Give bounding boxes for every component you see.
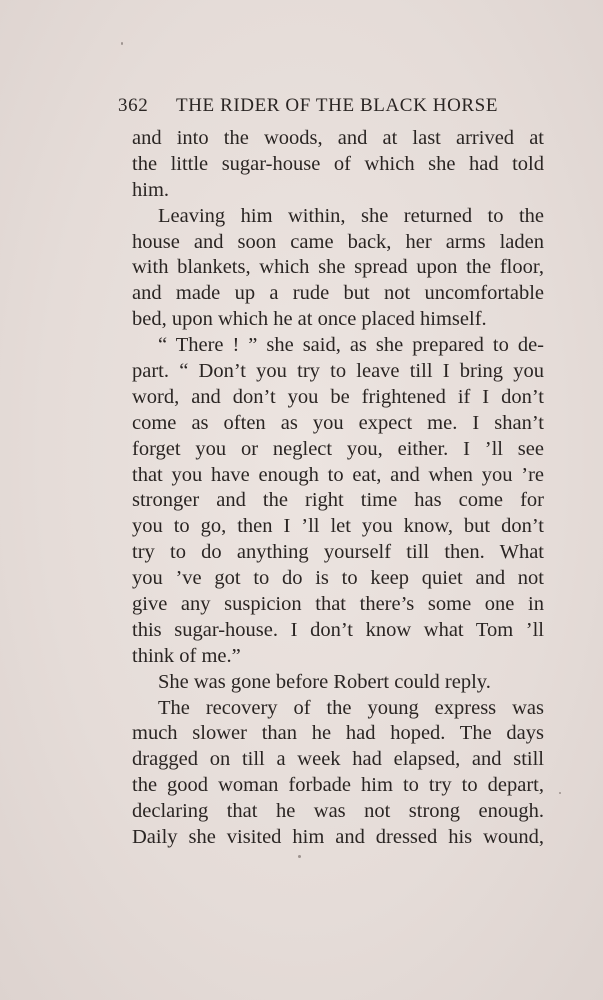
text-line: come as often as you expect me. I shan’t <box>132 411 544 434</box>
text-line: that you have enough to eat, and when you ’re <box>132 463 544 486</box>
text-line: stronger and the right time has come for <box>132 489 544 512</box>
text-line: “ There ! ” she said, as she prepared to de- <box>158 334 544 357</box>
running-header <box>118 95 538 117</box>
text-line: part. “ Don’t you try to leave till I bring you <box>132 360 544 383</box>
text-line: much slower than he had hoped. The days <box>132 722 544 745</box>
text-line: the little sugar-house of which she had told <box>132 152 544 175</box>
text-line: and into the woods, and at last arrived at <box>132 127 544 149</box>
text-line: Daily she visited him and dressed his wound, <box>132 826 544 849</box>
text-line: Leaving him within, she returned to the <box>158 204 544 227</box>
text-line: and made up a rude but not uncomfortable <box>132 282 544 305</box>
text-line: bed, upon which he at once placed himself. <box>132 308 487 331</box>
text-line: dragged on till a week had elapsed, and still <box>132 748 544 771</box>
text-line: declaring that he was not strong enough. <box>132 800 544 823</box>
text-line: think of me.” <box>132 644 241 667</box>
page-number: 362 <box>118 95 149 116</box>
text-line: forget you or neglect you, either. I ’ll see <box>132 437 544 460</box>
text-line: house and soon came back, her arms laden <box>132 230 544 253</box>
text-line: try to do anything yourself till then. What <box>132 541 544 564</box>
text-line: him. <box>132 178 170 201</box>
text-line: word, and don’t you be frightened if I don’t <box>132 385 544 408</box>
text-line: you ’ve got to do is to keep quiet and not <box>132 567 544 590</box>
text-line: The recovery of the young express was <box>158 696 544 719</box>
text-line: give any suspicion that there’s some one in <box>132 593 544 616</box>
paper-speck <box>121 42 123 45</box>
text-line: this sugar-house. I don’t know what Tom ’ll <box>132 618 544 641</box>
body-text <box>132 126 544 851</box>
text-line: with blankets, which she spread upon the floor, <box>132 256 544 279</box>
paper-speck <box>298 855 301 858</box>
text-line: you to go, then I ’ll let you know, but don’t <box>132 515 544 538</box>
running-title: THE RIDER OF THE BLACK HORSE <box>176 95 499 116</box>
text-line: the good woman forbade him to try to depart, <box>132 774 544 797</box>
text-line: She was gone before Robert could reply. <box>158 670 491 693</box>
paper-speck <box>559 792 561 794</box>
